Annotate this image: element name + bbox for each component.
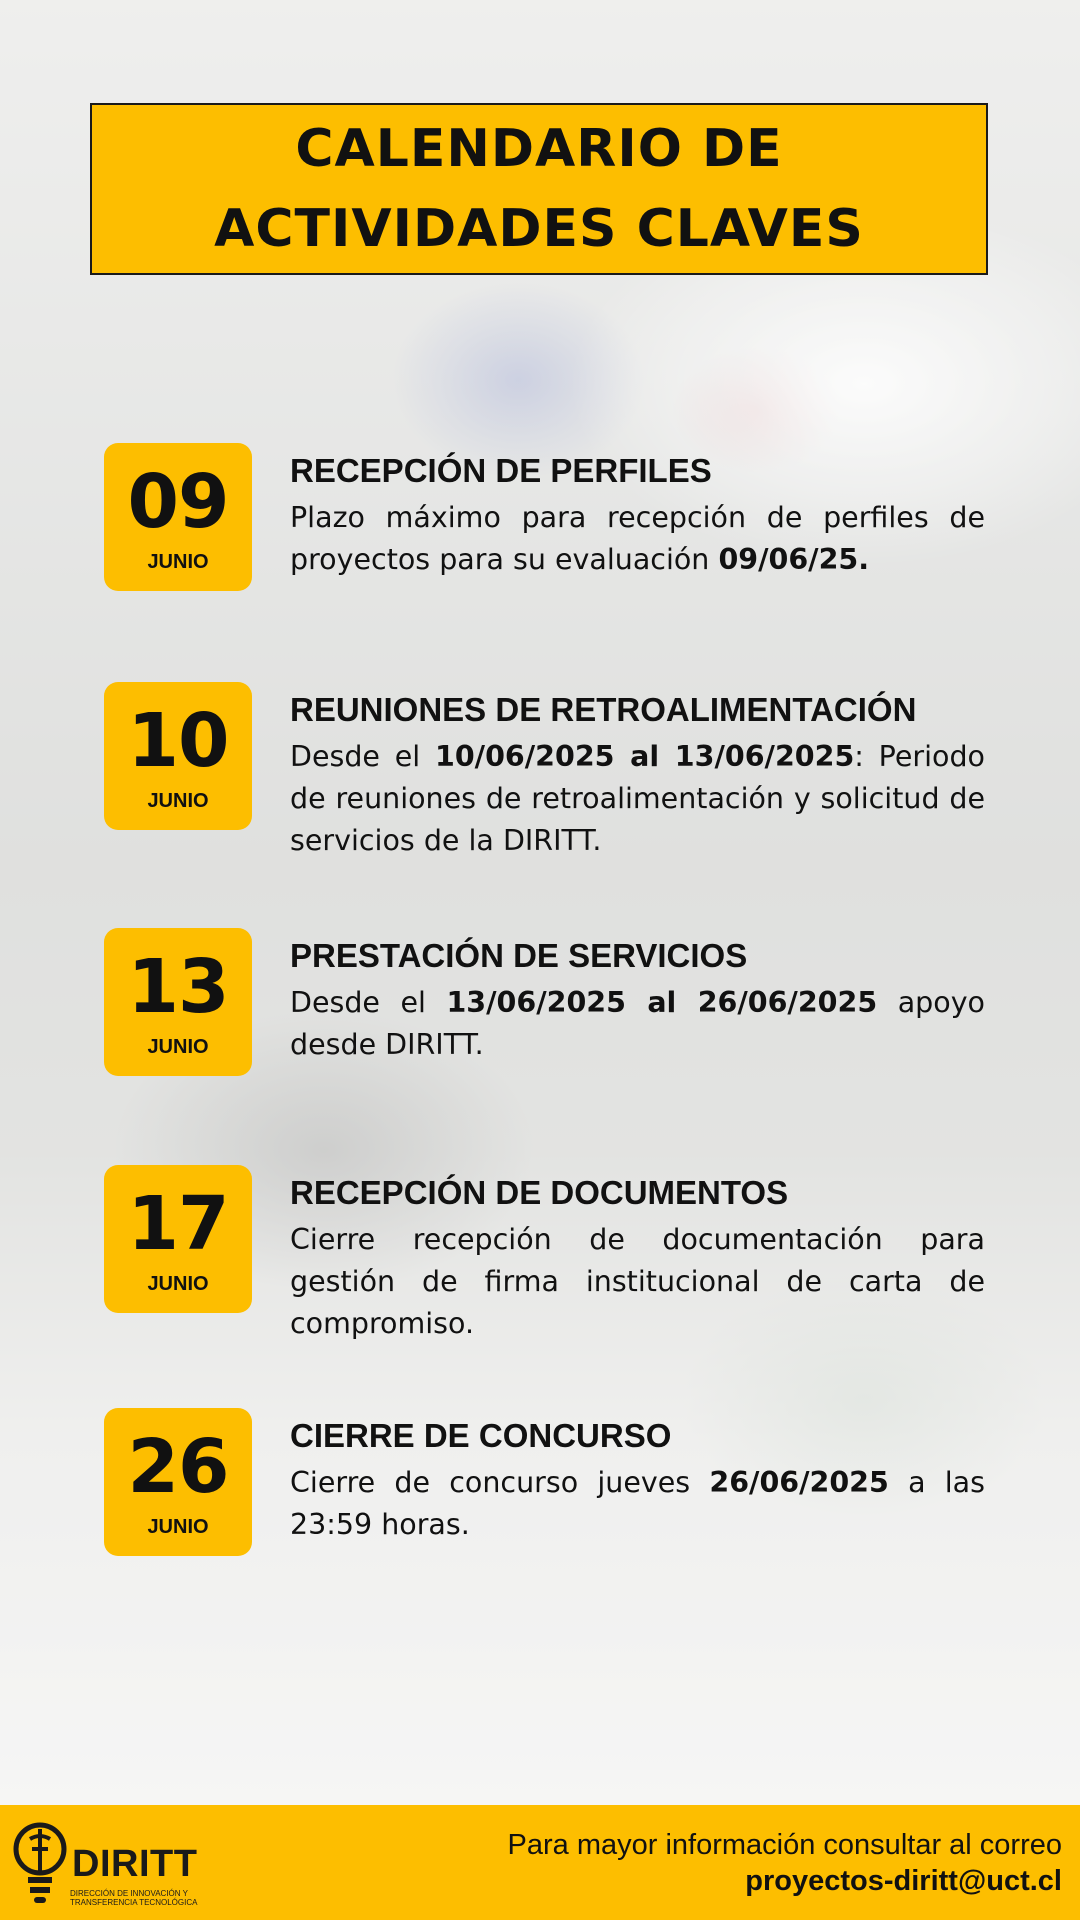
event-description bbox=[290, 497, 985, 581]
page-title-line2: ACTIVIDADES CLAVES bbox=[214, 199, 864, 259]
date-badge bbox=[104, 1408, 252, 1556]
date-day: 13 bbox=[127, 944, 229, 1030]
event-text bbox=[290, 1173, 985, 1345]
date-badge bbox=[104, 928, 252, 1076]
event-description-text: Cierre recepción de documentación para gestión de firma institucional de carta de compromiso. bbox=[290, 1223, 985, 1340]
logo-name: DIRITT bbox=[72, 1843, 198, 1885]
date-month: JUNIO bbox=[147, 1273, 209, 1295]
event-description-text: Cierre de concurso jueves bbox=[290, 1466, 710, 1499]
event-text bbox=[290, 451, 985, 581]
date-month: JUNIO bbox=[147, 551, 209, 573]
title-banner bbox=[90, 103, 988, 275]
event-description-text: : Periodo de reuniones de retroalimentación y solicitud de servicios de la DIRITT. bbox=[290, 740, 985, 857]
contact-info bbox=[508, 1827, 1062, 1899]
event-title: CIERRE DE CONCURSO bbox=[290, 1417, 672, 1454]
event-description bbox=[290, 1462, 985, 1546]
date-day: 09 bbox=[127, 459, 229, 545]
page-title-line1: CALENDARIO DE bbox=[295, 119, 783, 179]
contact-email[interactable]: proyectos-diritt@uct.cl bbox=[745, 1865, 1062, 1897]
footer-bar bbox=[0, 1805, 1080, 1920]
event-description bbox=[290, 736, 985, 862]
event-text bbox=[290, 690, 985, 862]
lightbulb-logo-icon bbox=[12, 1817, 72, 1909]
date-month: JUNIO bbox=[147, 790, 209, 812]
diritt-logo bbox=[12, 1817, 212, 1909]
event-description-text: apoyo desde DIRITT. bbox=[290, 986, 985, 1061]
event-description-highlight: 09/06/25. bbox=[718, 543, 870, 576]
event-description-text: Desde el bbox=[290, 740, 436, 773]
event-text bbox=[290, 1416, 985, 1546]
event-title: RECEPCIÓN DE DOCUMENTOS bbox=[290, 1174, 789, 1211]
date-badge bbox=[104, 443, 252, 591]
event-description bbox=[290, 1219, 985, 1345]
event-description-highlight: 10/06/2025 al 13/06/2025 bbox=[435, 740, 855, 773]
date-month: JUNIO bbox=[147, 1036, 209, 1058]
logo-subtitle: DIRECCIÓN DE INNOVACIÓN Y TRANSFERENCIA TECNOLÓGICA bbox=[70, 1889, 198, 1907]
event-description-text: a las 23:59 horas. bbox=[290, 1466, 985, 1541]
date-badge bbox=[104, 682, 252, 830]
date-badge bbox=[104, 1165, 252, 1313]
event-description-text: Desde el bbox=[290, 986, 447, 1019]
date-day: 10 bbox=[127, 698, 229, 784]
date-month: JUNIO bbox=[147, 1516, 209, 1538]
event-text bbox=[290, 936, 985, 1066]
event-description-highlight: 26/06/2025 bbox=[709, 1466, 889, 1499]
event-description bbox=[290, 982, 985, 1066]
contact-text: Para mayor información consultar al correo bbox=[507, 1829, 1062, 1861]
event-title: PRESTACIÓN DE SERVICIOS bbox=[290, 937, 748, 974]
event-title: RECEPCIÓN DE PERFILES bbox=[290, 452, 712, 489]
event-title: REUNIONES DE RETROALIMENTACIÓN bbox=[290, 691, 917, 728]
date-day: 26 bbox=[127, 1424, 229, 1510]
date-day: 17 bbox=[127, 1181, 229, 1267]
event-description-highlight: 13/06/2025 al 26/06/2025 bbox=[446, 986, 878, 1019]
event-description-text: Plazo máximo para recepción de perfiles de proyectos para su evaluación bbox=[290, 501, 985, 576]
